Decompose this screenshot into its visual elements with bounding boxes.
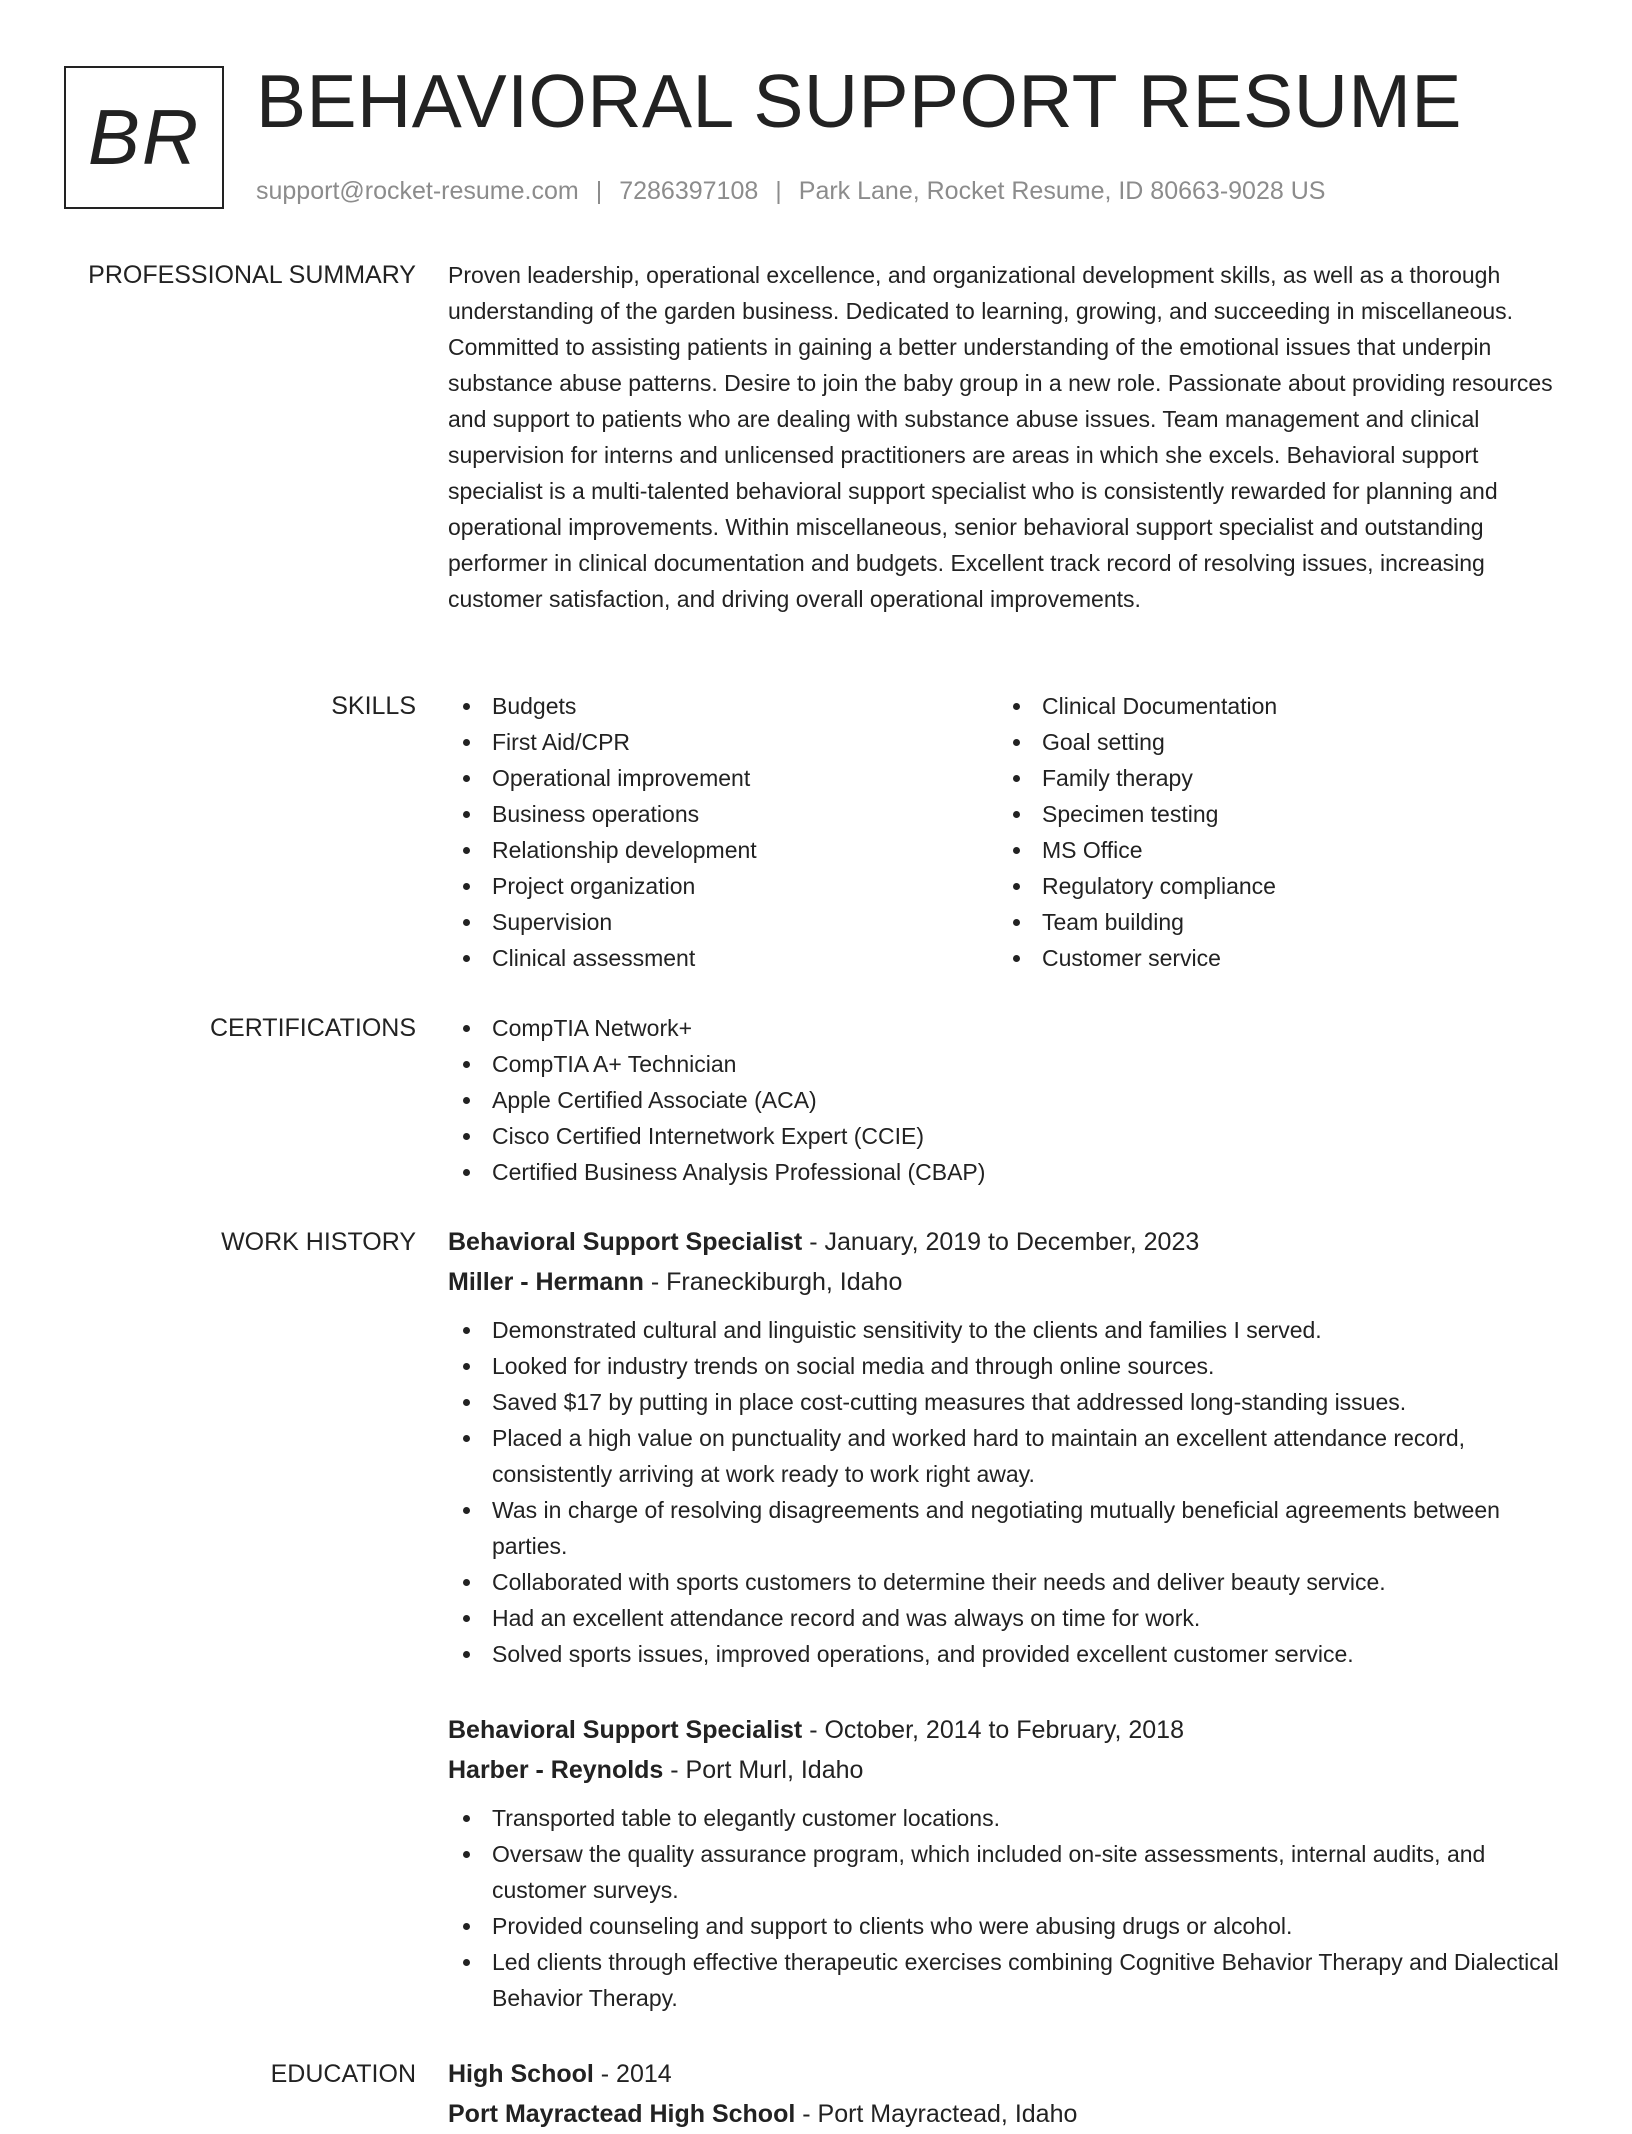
- job-bullet-list: [448, 1312, 1560, 1672]
- certification-item: Cisco Certified Internetwork Expert (CCIE): [448, 1118, 1560, 1154]
- certification-item: CompTIA Network+: [448, 1010, 1560, 1046]
- job-bullet: Had an excellent attendance record and was always on time for work.: [448, 1600, 1560, 1636]
- skill-item: Customer service: [998, 940, 1548, 976]
- skill-item: Family therapy: [998, 760, 1548, 796]
- education-location: - Port Mayractead, Idaho: [795, 2100, 1078, 2128]
- job-location: - Port Murl, Idaho: [663, 1756, 864, 1784]
- contact-line: [256, 174, 1325, 208]
- skill-item: Regulatory compliance: [998, 868, 1548, 904]
- job-entry: [448, 1710, 1560, 2016]
- initials-monogram: BR: [64, 66, 224, 209]
- skill-item: Relationship development: [448, 832, 998, 868]
- job-bullet: Placed a high value on punctuality and worked hard to maintain an excellent attendance record, consistently arriving at work ready to work right away.: [448, 1420, 1560, 1492]
- job-title: Behavioral Support Specialist: [448, 1716, 803, 1744]
- skill-item: Budgets: [448, 688, 998, 724]
- skill-item: Clinical Documentation: [998, 688, 1548, 724]
- certifications-list: [448, 1010, 1560, 1190]
- job-entry: [448, 1222, 1560, 1672]
- job-dates: - January, 2019 to December, 2023: [802, 1228, 1200, 1256]
- contact-phone: 7286397108: [619, 177, 759, 205]
- jobs-list: [448, 1222, 1560, 2016]
- skill-item: MS Office: [998, 832, 1548, 868]
- skill-item: Supervision: [448, 904, 998, 940]
- resume-title: BEHAVIORAL SUPPORT RESUME: [256, 59, 1462, 143]
- contact-address: Park Lane, Rocket Resume, ID 80663-9028 US: [798, 177, 1326, 205]
- job-dates: - October, 2014 to February, 2018: [802, 1716, 1184, 1744]
- education-degree-line: [448, 2054, 1560, 2094]
- skill-item: Goal setting: [998, 724, 1548, 760]
- job-bullet: Demonstrated cultural and linguistic sensitivity to the clients and families I served.: [448, 1312, 1560, 1348]
- job-bullet: Transported table to elegantly customer locations.: [448, 1800, 1560, 1836]
- job-bullet: Collaborated with sports customers to determine their needs and deliver beauty service.: [448, 1564, 1560, 1600]
- job-bullet: Was in charge of resolving disagreements and negotiating mutually beneficial agreements between parties.: [448, 1492, 1560, 1564]
- job-bullet: Led clients through effective therapeutic exercises combining Cognitive Behavior Therapy and Dialectical Behavior Therapy.: [448, 1944, 1560, 2016]
- contact-separator: |: [775, 177, 782, 205]
- certification-item: Certified Business Analysis Professional (CBAP): [448, 1154, 1560, 1190]
- job-bullet: Looked for industry trends on social media and through online sources.: [448, 1348, 1560, 1384]
- section-label-summary: PROFESSIONAL SUMMARY: [88, 261, 416, 289]
- skills-list-left: [448, 688, 998, 976]
- job-bullet-list: [448, 1800, 1560, 2016]
- job-bullet: Oversaw the quality assurance program, which included on-site assessments, internal audits, and customer surveys.: [448, 1836, 1560, 1908]
- skill-item: Team building: [998, 904, 1548, 940]
- job-location: - Franeckiburgh, Idaho: [643, 1268, 903, 1296]
- job-bullet: Saved $17 by putting in place cost-cutting measures that addressed long-standing issues.: [448, 1384, 1560, 1420]
- job-bullet: Provided counseling and support to clients who were abusing drugs or alcohol.: [448, 1908, 1560, 1944]
- job-title-line: [448, 1222, 1560, 1262]
- summary-text: Proven leadership, operational excellence, and organizational development skills, as well as a thorough understanding of the garden business. Dedicated to learning, growing, and succeeding in miscellaneous. Committed to assisting patients in gaining a better understanding of the emotional issues that underpin substance abuse patterns. Desire to join the baby group in a new role. Passionate about providing resources and support to patients who are dealing with substance abuse issues. Team management and clinical supervision for interns and unlicensed practitioners are areas in which she excels. Behavioral support specialist is a multi-talented behavioral support specialist who is consistently rewarded for planning and operational improvements. Within miscellaneous, senior behavioral support specialist and outstanding performer in clinical documentation and budgets. Excellent track record of resolving issues, increasing customer satisfaction, and driving overall operational improvements.: [448, 262, 1553, 612]
- education-school: Port Mayractead High School: [448, 2100, 796, 2128]
- education-year: - 2014: [593, 2060, 672, 2088]
- skill-item: Specimen testing: [998, 796, 1548, 832]
- education-school-line: [448, 2094, 1560, 2134]
- skill-item: Operational improvement: [448, 760, 998, 796]
- certification-item: CompTIA A+ Technician: [448, 1046, 1560, 1082]
- skill-item: Project organization: [448, 868, 998, 904]
- contact-separator: |: [595, 177, 603, 205]
- skill-item: Business operations: [448, 796, 998, 832]
- section-label-skills: SKILLS: [331, 692, 416, 720]
- skill-item: First Aid/CPR: [448, 724, 998, 760]
- job-company-line: [448, 1750, 1560, 1790]
- contact-email: support@rocket-resume.com: [256, 177, 579, 205]
- skill-item: Clinical assessment: [448, 940, 998, 976]
- job-company: Miller - Hermann: [448, 1268, 644, 1296]
- skills-list-right: [998, 688, 1548, 976]
- section-label-work-history: WORK HISTORY: [221, 1228, 416, 1256]
- section-label-certifications: CERTIFICATIONS: [209, 1014, 416, 1042]
- certification-item: Apple Certified Associate (ACA): [448, 1082, 1560, 1118]
- section-label-education: EDUCATION: [270, 2060, 416, 2088]
- job-bullet: Solved sports issues, improved operations, and provided excellent customer service.: [448, 1636, 1560, 1672]
- job-title-line: [448, 1710, 1560, 1750]
- education-degree: High School: [448, 2060, 594, 2088]
- job-company-line: [448, 1262, 1560, 1302]
- job-company: Harber - Reynolds: [448, 1756, 664, 1784]
- job-title: Behavioral Support Specialist: [448, 1228, 803, 1256]
